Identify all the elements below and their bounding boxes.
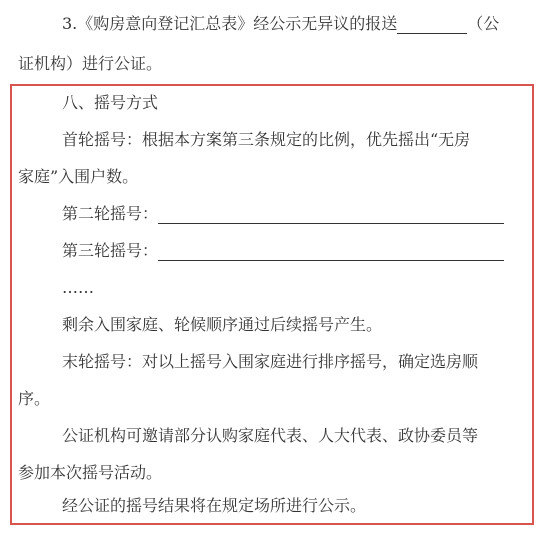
section-heading: 八、摇号方式: [62, 93, 159, 112]
result-text: 经公证的摇号结果将在规定场所进行公示。: [62, 496, 367, 515]
third-round-blank: [158, 244, 504, 261]
last-round-line-2: 序。: [18, 389, 51, 408]
top-para-paren: （公: [467, 14, 500, 33]
first-round-line-2: 家庭”入围户数。: [18, 167, 139, 186]
last-round-line-1: 末轮摇号：对以上摇号入围家庭进行排序摇号，确定选房顺: [62, 352, 479, 371]
top-para-line-2: 证机构）进行公证。: [18, 54, 163, 73]
top-para-text: 3.《购房意向登记汇总表》经公示无异议的报送: [62, 14, 398, 33]
notary-blank: [397, 17, 467, 34]
highlight-frame: [10, 84, 534, 525]
top-para-line-1: [62, 14, 499, 34]
first-round-line-1: 首轮摇号：根据本方案第三条规定的比例，优先摇出“无房: [62, 130, 471, 149]
remaining-text: 剩余入围家庭、轮候顺序通过后续摇号产生。: [62, 315, 383, 334]
third-round-label: 第三轮摇号：: [62, 241, 159, 260]
notary-line-1: 公证机构可邀请部分认购家庭代表、人大代表、政协委员等: [62, 426, 479, 445]
notary-line-2: 参加本次摇号活动。: [18, 463, 163, 482]
second-round-blank: [158, 207, 504, 224]
ellipsis: ……: [62, 278, 94, 297]
second-round-label: 第二轮摇号：: [62, 204, 159, 223]
third-round-row: [62, 241, 504, 261]
second-round-row: [62, 204, 504, 224]
